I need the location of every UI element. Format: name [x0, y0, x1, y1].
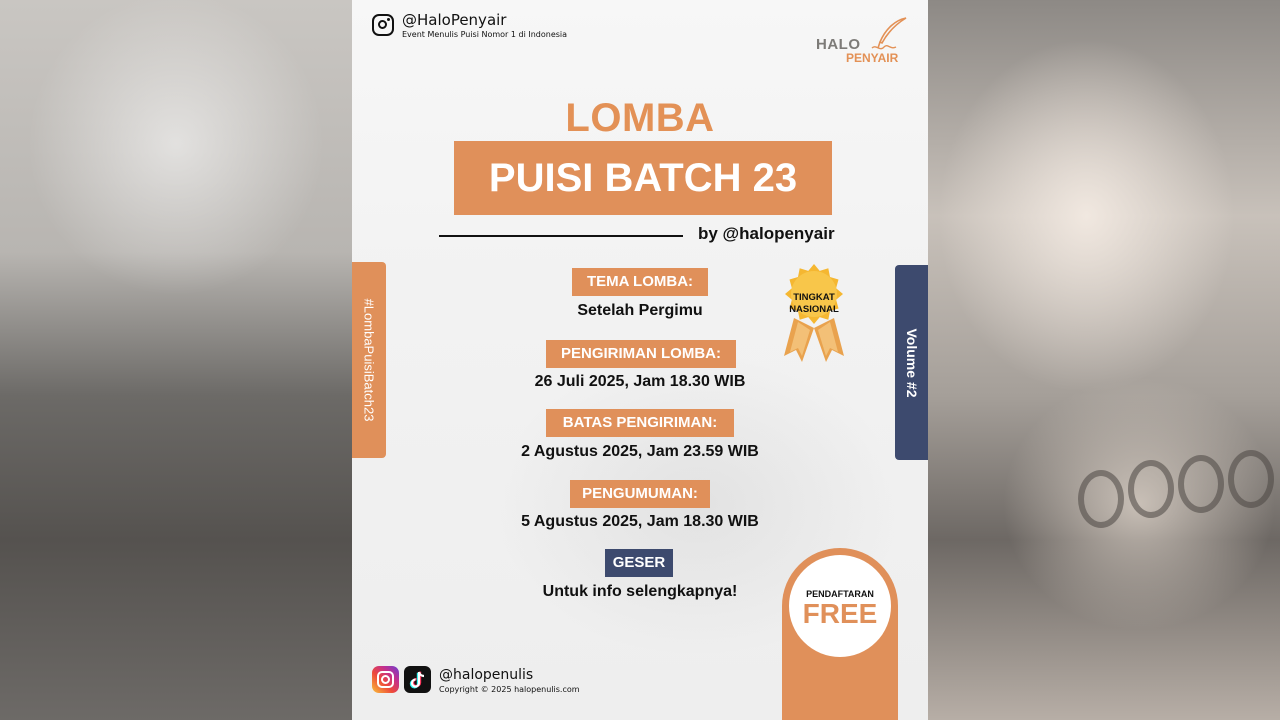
- label-batas-pengiriman: BATAS PENGIRIMAN:: [546, 409, 734, 437]
- hashtag-text: #LombaPuisiBatch23: [361, 298, 377, 422]
- value-batas-pengiriman: 2 Agustus 2025, Jam 23.59 WIB: [521, 443, 759, 460]
- volume-tab: [895, 265, 928, 460]
- badge-line2: NASIONAL: [789, 304, 839, 315]
- background-left-photo: [0, 0, 352, 720]
- tagline: Event Menulis Puisi Nomor 1 di Indonesia: [402, 30, 568, 39]
- tingkat-nasional-badge: [770, 262, 858, 366]
- footer: [372, 666, 580, 695]
- byline: by @halopenyair: [698, 224, 835, 243]
- badge-line1: TINGKAT: [793, 292, 835, 303]
- poster: [352, 0, 928, 720]
- background-right-photo: [928, 0, 1280, 720]
- title-lomba: LOMBA: [565, 96, 715, 140]
- title-batch: PUISI BATCH 23: [488, 155, 798, 200]
- instagram-icon: [372, 14, 394, 36]
- instagram-icon: [372, 666, 399, 693]
- value-geser: Untuk info selengkapnya!: [542, 583, 738, 600]
- title-box: [454, 141, 832, 215]
- registration-label: PENDAFTARAN: [806, 589, 874, 599]
- hashtag-tab: [352, 262, 386, 458]
- instagram-header: [372, 12, 567, 40]
- footer-handle: @halopenulis: [439, 667, 534, 683]
- instagram-handle: @HaloPenyair: [402, 11, 507, 29]
- label-geser: GESER: [605, 549, 673, 577]
- tiktok-icon: [404, 666, 431, 693]
- value-pengiriman-lomba: 26 Juli 2025, Jam 18.30 WIB: [534, 373, 746, 390]
- halopenyair-logo: [816, 16, 912, 68]
- divider-line: [439, 235, 683, 237]
- logo-text-halo: HALO: [816, 36, 861, 53]
- logo-text-penyair: PENYAIR: [846, 51, 899, 65]
- label-pengiriman-lomba: PENGIRIMAN LOMBA:: [546, 340, 736, 368]
- footer-copyright: Copyright © 2025 halopenulis.com: [439, 685, 580, 694]
- volume-text: Volume #2: [903, 328, 920, 397]
- quill-icon: [870, 16, 910, 52]
- registration-price: FREE: [802, 598, 878, 629]
- value-tema-lomba: Setelah Pergimu: [577, 302, 703, 319]
- label-tema-lomba: TEMA LOMBA:: [572, 268, 708, 296]
- value-pengumuman: 5 Agustus 2025, Jam 18.30 WIB: [521, 513, 759, 530]
- label-pengumuman: PENGUMUMAN:: [570, 480, 710, 508]
